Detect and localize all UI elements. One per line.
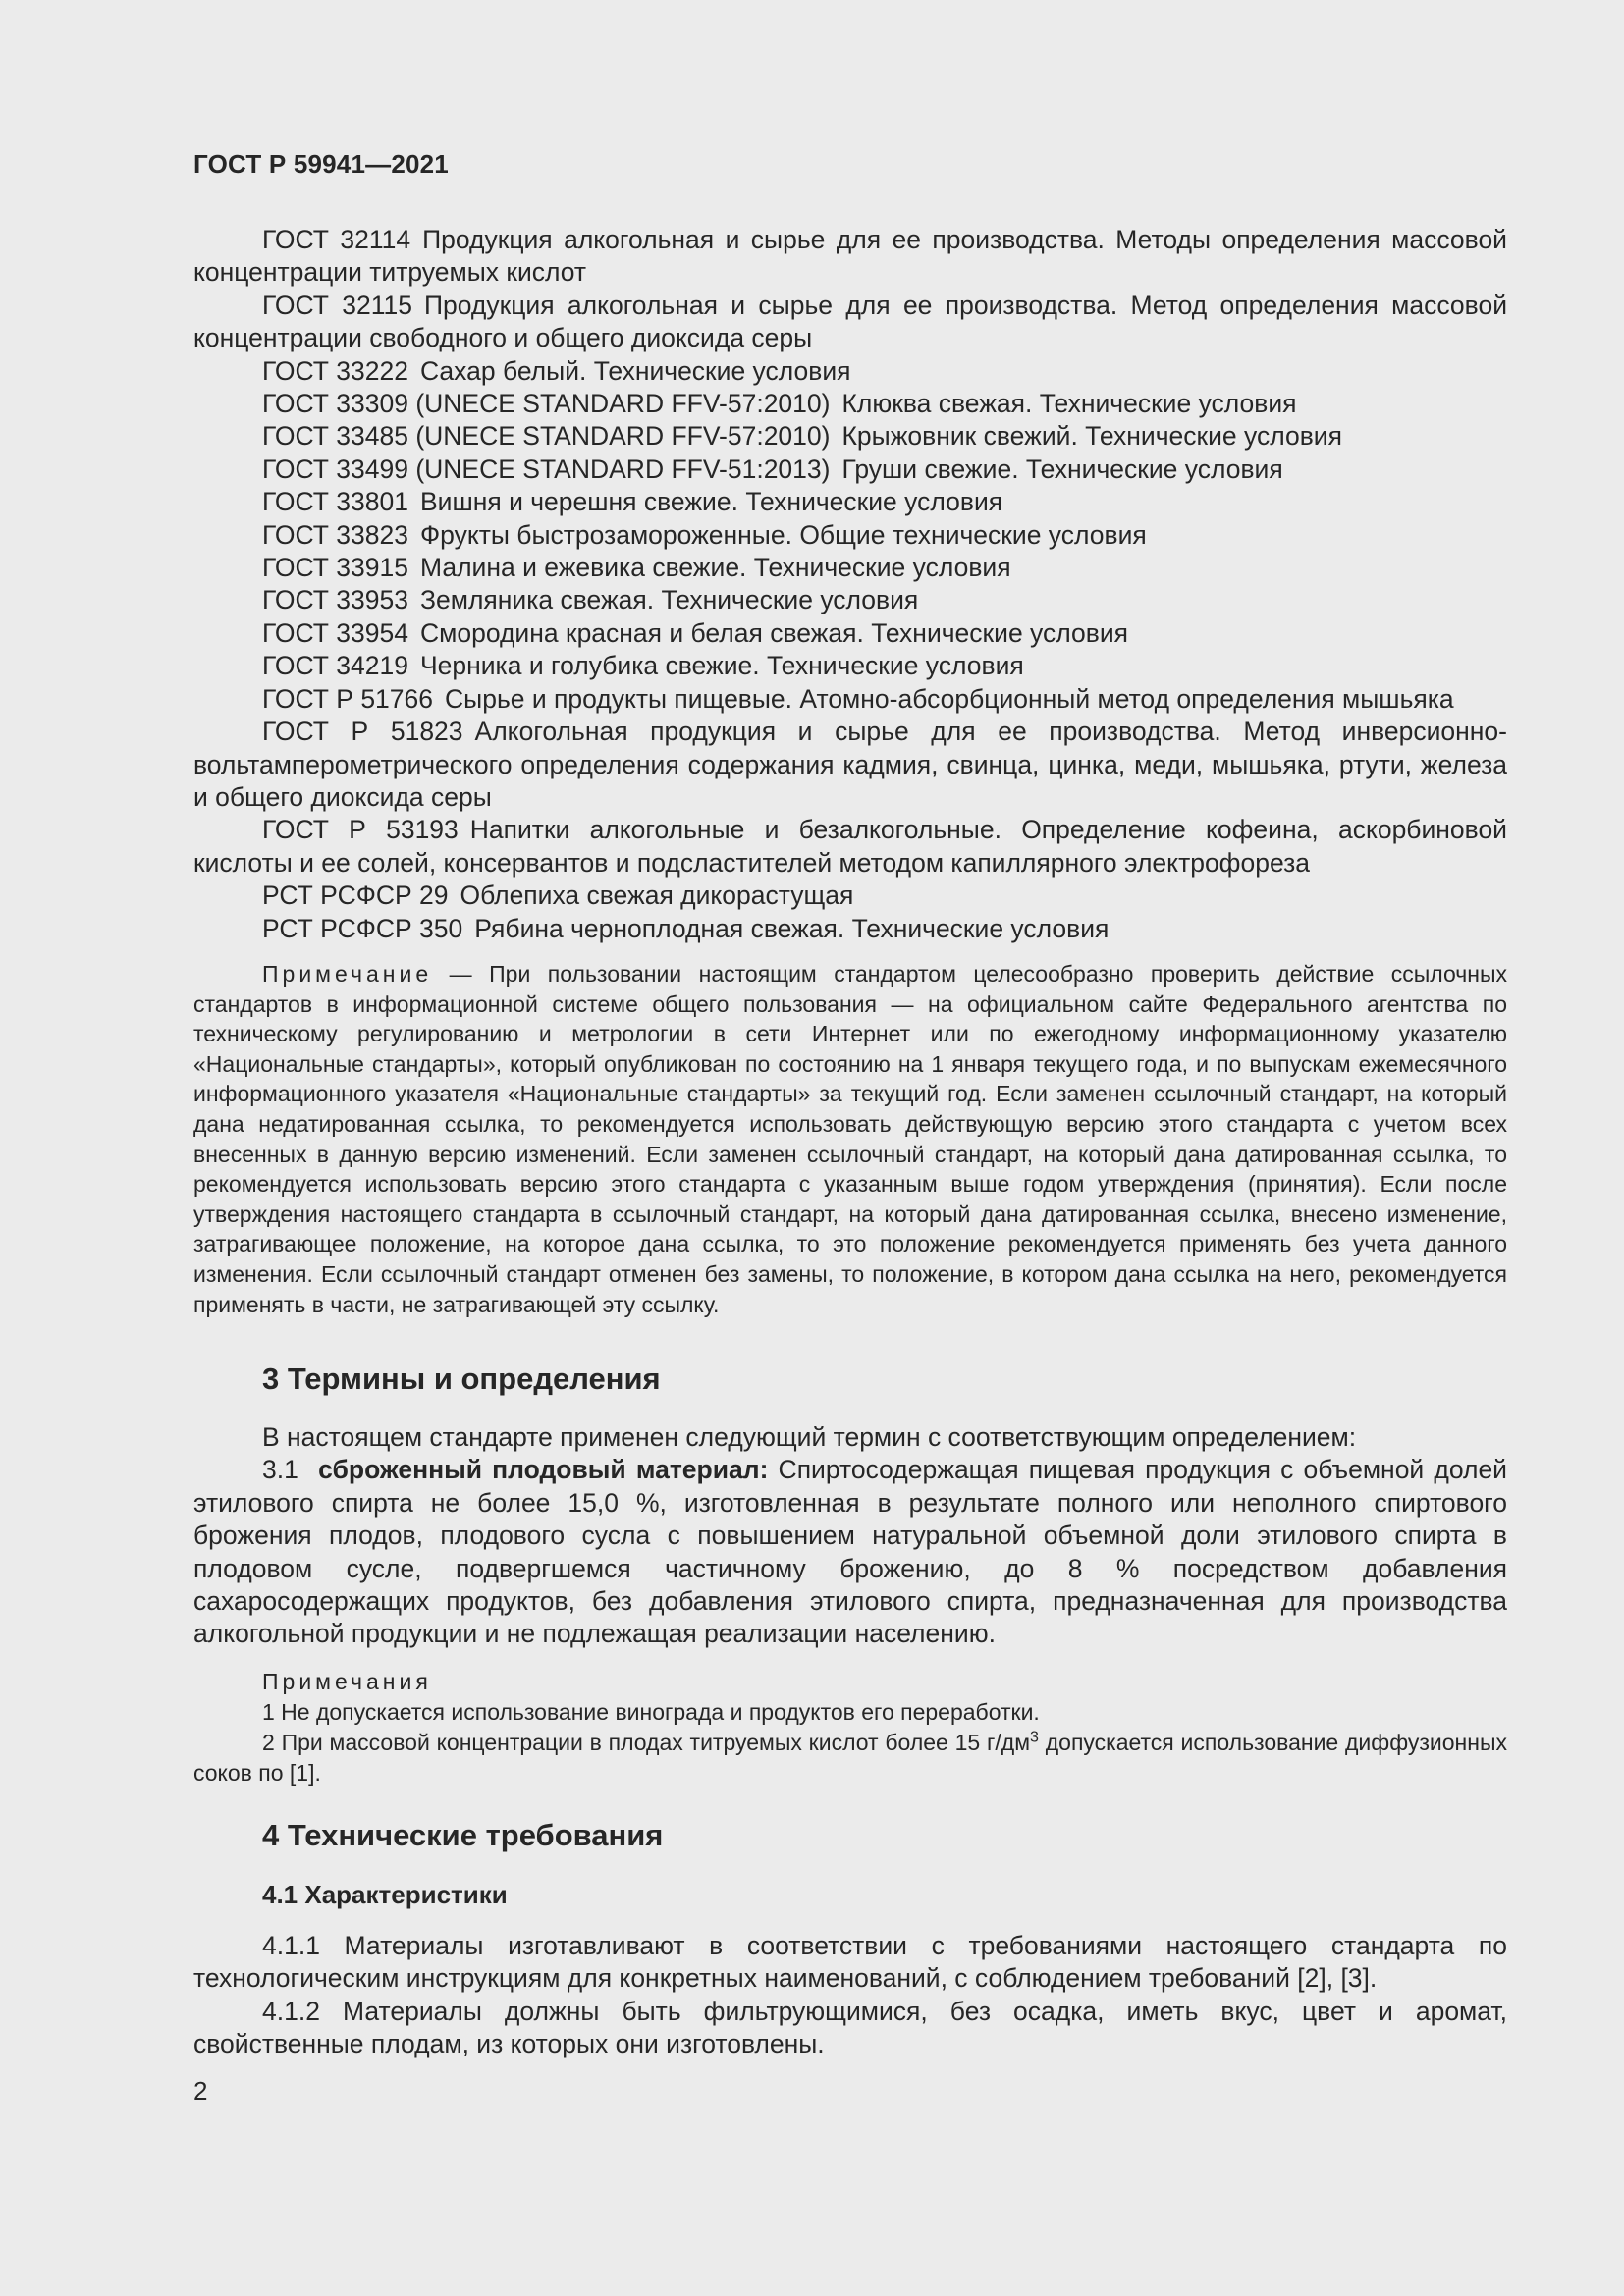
reference-item	[193, 420, 1507, 453]
reference-title: Смородина красная и белая свежая. Технические условия	[419, 617, 1128, 648]
notes-label: Примечания	[262, 1669, 432, 1694]
reference-item	[193, 355, 1507, 388]
reference-item	[193, 486, 1507, 518]
reference-code: ГОСТ Р 51766	[262, 683, 434, 714]
reference-title: Груши свежие. Технические условия	[841, 454, 1283, 484]
references-list	[193, 224, 1507, 945]
reference-code: ГОСТ 33954	[262, 617, 408, 648]
section-4-heading: 4 Технические требования	[262, 1818, 664, 1852]
reference-item	[193, 454, 1507, 486]
reference-code: ГОСТ 33309 (UNECE STANDARD FFV-57:2010)	[262, 389, 831, 419]
reference-code: ГОСТ 33499 (UNECE STANDARD FFV-51:2013)	[262, 454, 831, 484]
reference-item	[193, 716, 1507, 814]
note-1: 1 Не допускается использование винограда и продуктов его переработки.	[262, 1699, 1040, 1725]
reference-title: Облепиха свежая дикорастущая	[460, 881, 854, 911]
reference-code: ГОСТ 33801	[262, 487, 408, 517]
reference-title: Продукция алкогольная и сырье для ее производства. Методы определения массовой концентрации титруемых кислот	[193, 225, 1507, 288]
term-definition-text: Спиртосодержащая пищевая продукция с объемной долей этилового спирта не более 15,0 %, изготовленная в результате полного или неполного спиртового брожения плодов, плодового сусла с повышением натуральной объемной доли этилового спирта в плодовом сусле, подвергшемся частичному брожению, до 8 % посредством добавления сахаросодержащих продуктов, без добавления этилового спирта, предназначенная для производства алкогольной продукции и не подлежащая реализации населению.	[193, 1455, 1507, 1649]
reference-item	[193, 617, 1507, 650]
reference-code: ГОСТ 32114	[262, 225, 411, 254]
reference-item	[193, 913, 1507, 945]
reference-code: РСТ РСФСР 350	[262, 913, 463, 943]
reference-item	[193, 650, 1507, 682]
section-3-body	[193, 1421, 1507, 1651]
reference-item	[193, 552, 1507, 584]
reference-code: ГОСТ Р 53193	[262, 815, 459, 845]
reference-code: ГОСТ 34219	[262, 651, 408, 681]
reference-title: Рябина черноплодная свежая. Технические условия	[474, 913, 1110, 943]
reference-title: Алкогольная продукция и сырье для ее производства. Метод инверсионно-вольтамперометрического определения содержания кадмия, свинца, цинка, меди, мышьяка, ртути, железа и общего диоксида серы	[193, 717, 1507, 812]
reference-item	[193, 584, 1507, 616]
reference-item	[193, 880, 1507, 912]
reference-code: ГОСТ 33823	[262, 519, 408, 550]
reference-title: Сахар белый. Технические условия	[419, 355, 851, 386]
reference-title: Вишня и черешня свежие. Технические условия	[419, 487, 1003, 517]
reference-item	[193, 388, 1507, 420]
note-text: — При пользовании настоящим стандартом целесообразно проверить действие ссылочных стандартов в информационной системе общего пользования — на официальном сайте Федерального агентства по техническому регулированию и метрологии в сети Интернет или по ежегодному информационному указателю «Национальные стандарты», который опубликован по состоянию на 1 января текущего года, и по выпускам ежемесячного информационного указателя «Национальные стандарты» за текущий год. Если заменен ссылочный стандарт, на который дана недатированная ссылка, то рекомендуется использовать действующую версию этого стандарта с учетом всех внесенных в данную версию изменений. Если заменен ссылочный стандарт, на который дана датированная ссылка, то рекомендуется использовать версию этого стандарта с указанным выше годом утверждения (принятия). Если после утверждения настоящего стандарта в ссылочный стандарт, на который дана датированная ссылка, внесено изменение, затрагивающее положение, на которое дана ссылка, то это положение рекомендуется применять без учета данного изменения. Если ссылочный стандарт отменен без замены, то положение, в котором дана ссылка на него, рекомендуется применять в части, не затрагивающей эту ссылку.	[193, 961, 1507, 1317]
section-3-notes	[193, 1667, 1507, 1789]
paragraph-4-1-1: 4.1.1 Материалы изготавливают в соответствии с требованиями настоящего стандарта по технологическим инструкциям для конкретных наименований, с соблюдением требований [2], [3].	[193, 1931, 1507, 1994]
note-2: 2 При массовой концентрации в плодах титруемых кислот более 15 $г/дм^3$ допускается использование диффузионных соков по [1].	[193, 1729, 1507, 1786]
page-number: 2	[193, 2076, 208, 2106]
reference-code: РСТ РСФСР 29	[262, 881, 449, 911]
references-note	[193, 959, 1507, 1319]
reference-title: Продукция алкогольная и сырье для ее производства. Метод определения массовой концентрации свободного и общего диоксида серы	[193, 290, 1507, 353]
reference-item	[193, 519, 1507, 552]
section-3-intro: В настоящем стандарте применен следующий термин с соответствующим определением:	[262, 1422, 1357, 1452]
paragraph-4-1-2: 4.1.2 Материалы должны быть фильтрующимися, без осадка, иметь вкус, цвет и аромат, свойственные плодам, из которых они изготовлены.	[193, 1996, 1507, 2059]
reference-item	[193, 290, 1507, 355]
reference-title: Крыжовник свежий. Технические условия	[841, 421, 1342, 452]
reference-title: Напитки алкогольные и безалкогольные. Определение кофеина, аскорбиновой кислоты и ее солей, консервантов и подсластителей методом капиллярного электрофореза	[193, 815, 1507, 878]
document-header-code: ГОСТ Р 59941—2021	[193, 149, 449, 179]
reference-code: ГОСТ 33915	[262, 553, 408, 583]
term-definition	[193, 1454, 1507, 1650]
section-4-body	[193, 1930, 1507, 2061]
reference-title: Клюква свежая. Технические условия	[841, 389, 1297, 419]
note-label: Примечание	[262, 961, 433, 987]
reference-item	[193, 814, 1507, 880]
reference-code: ГОСТ 33485 (UNECE STANDARD FFV-57:2010)	[262, 421, 831, 452]
reference-title: Фрукты быстрозамороженные. Общие технические условия	[419, 519, 1147, 550]
reference-item	[193, 683, 1507, 716]
reference-item	[193, 224, 1507, 290]
section-3-heading: 3 Термины и определения	[262, 1362, 661, 1396]
reference-title: Сырье и продукты пищевые. Атомно-абсорбционный метод определения мышьяка	[445, 683, 1454, 714]
reference-code: ГОСТ 33953	[262, 585, 408, 615]
reference-code: ГОСТ Р 51823	[262, 717, 463, 747]
term-number: 3.1	[262, 1455, 298, 1485]
reference-title: Черника и голубика свежие. Технические условия	[419, 651, 1024, 681]
reference-code: ГОСТ 32115	[262, 290, 412, 320]
reference-title: Земляника свежая. Технические условия	[419, 585, 919, 615]
reference-title: Малина и ежевика свежие. Технические условия	[419, 553, 1011, 583]
term-name: сброженный плодовый материал:	[318, 1455, 769, 1485]
section-4-1-heading: 4.1 Характеристики	[262, 1880, 508, 1909]
reference-code: ГОСТ 33222	[262, 355, 408, 386]
